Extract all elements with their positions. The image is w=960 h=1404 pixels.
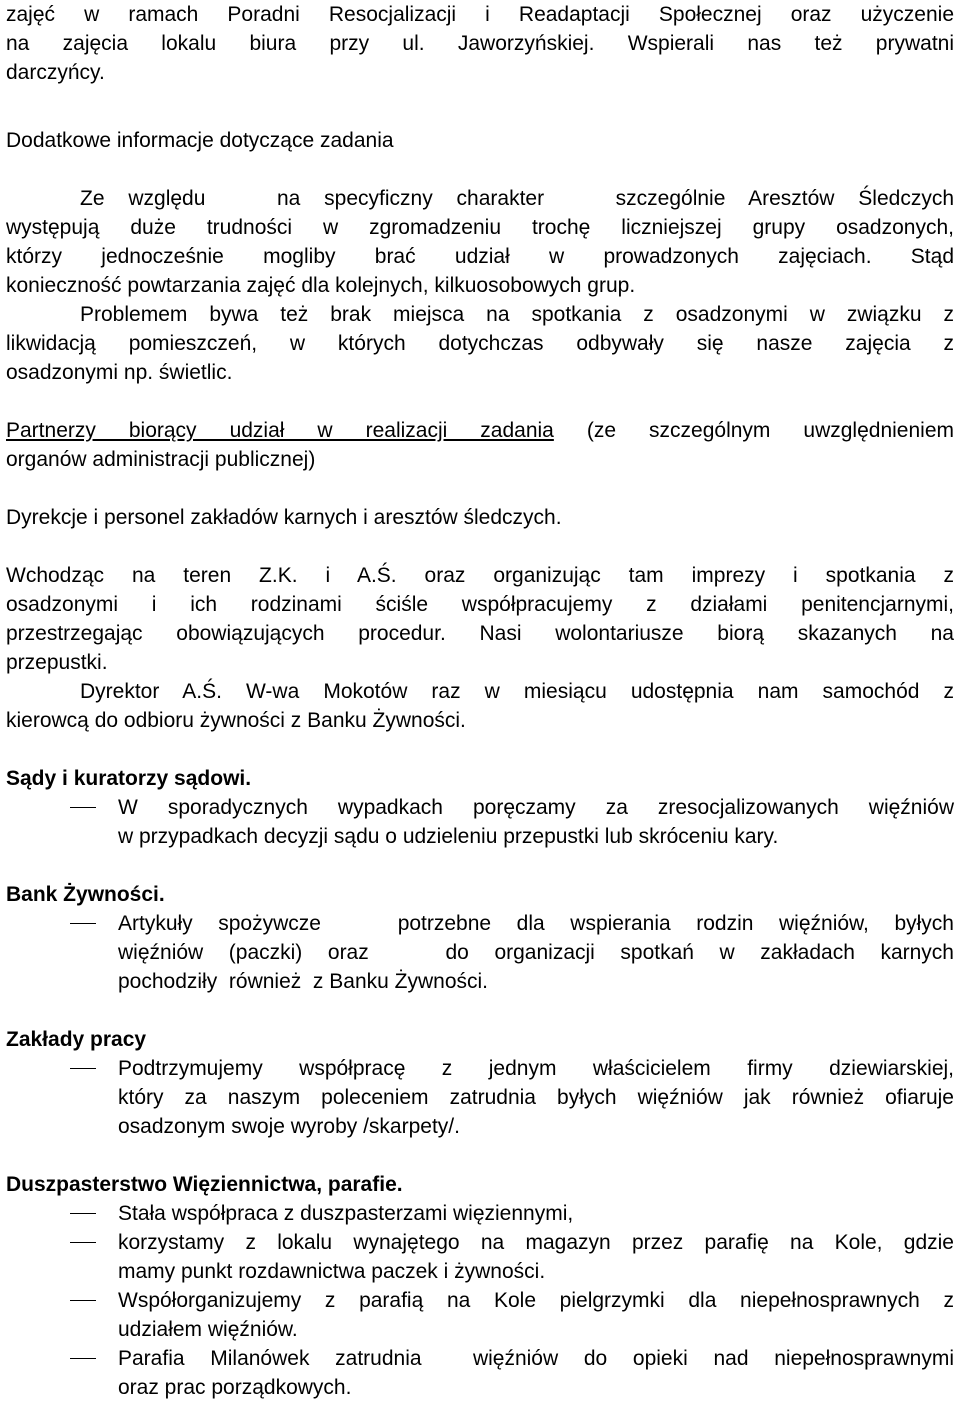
food-bank-item-line-3: pochodziły również z Banku Żywności. (118, 970, 488, 993)
chaplaincy-heading: Duszpasterstwo Więziennictwa, parafie. (6, 1173, 403, 1196)
partners-heading-underlined: Partnerzy biorący udział w realizacji zadania (6, 419, 554, 442)
dash-bullet-icon (70, 1068, 96, 1069)
workplaces-item-line-3: osadzonym swoje wyroby /skarpety/. (118, 1115, 460, 1138)
additional-p1-line-4: konieczność powtarzania zajęć dla kolejnych, kilkuosobowych grup. (6, 274, 636, 297)
dash-bullet-icon (70, 923, 96, 924)
dash-bullet-icon (70, 1358, 96, 1359)
additional-p2-line-3: osadzonymi np. świetlic. (6, 361, 233, 384)
additional-info-heading: Dodatkowe informacje dotyczące zadania (6, 129, 394, 152)
chaplaincy-item-4-line-1: Parafia Milanówek zatrudnia więźniów do opieki nad niepełnosprawnymi (118, 1347, 954, 1370)
food-bank-item-line-2: więźniów (paczki) oraz do organizacji spotkań w zakładach karnych (118, 941, 954, 964)
additional-p1-line-1: Ze względu na specyficzny charakter szczególnie Aresztów Śledczych (80, 187, 954, 210)
courts-heading: Sądy i kuratorzy sądowi. (6, 767, 252, 790)
partners-p2-line-2: osadzonymi i ich rodzinami ściśle współpracujemy z działami penitencjarnymi, (6, 593, 954, 616)
dash-bullet-icon (70, 1300, 96, 1301)
partners-heading-rest: (ze szczególnym uwzględnieniem (553, 419, 954, 442)
additional-p1-line-3: którzy jednocześnie mogliby brać udział w prowadzonych zajęciach. Stąd (6, 245, 954, 268)
food-bank-heading: Bank Żywności. (6, 883, 165, 906)
dash-bullet-icon (70, 807, 96, 808)
food-bank-item-line-1: Artykuły spożywcze potrzebne dla wspierania rodzin więźniów, byłych (118, 912, 954, 935)
partners-p2-line-4: przepustki. (6, 651, 108, 674)
workplaces-item-line-2: który za naszym poleceniem zatrudnia byłych więźniów jak również ofiaruje (118, 1086, 954, 1109)
chaplaincy-item-4-line-2: oraz prac porządkowych. (118, 1376, 352, 1399)
chaplaincy-item-1-line-1: Stała współpraca z duszpasterzami więziennymi, (118, 1202, 574, 1225)
partners-p2-line-3: przestrzegając obowiązujących procedur. Nasi wolontariusze biorą skazanych na (6, 622, 954, 645)
courts-item-line-2: w przypadkach decyzji sądu o udzieleniu przepustki lub skróceniu kary. (118, 825, 779, 848)
chaplaincy-item-3-line-1: Współorganizujemy z parafią na Kole pielgrzymki dla niepełnosprawnych z (118, 1289, 954, 1312)
intro-line-1: zajęć w ramach Poradni Resocjalizacji i Readaptacji Społecznej oraz użyczenie (6, 3, 954, 26)
workplaces-item-line-1: Podtrzymujemy współpracę z jednym właścicielem firmy dziewiarskiej, (118, 1057, 954, 1080)
workplaces-heading: Zakłady pracy (6, 1028, 147, 1051)
chaplaincy-item-2-line-2: mamy punkt rozdawnictwa paczek i żywności. (118, 1260, 546, 1283)
partners-p1: Dyrekcje i personel zakładów karnych i aresztów śledczych. (6, 506, 562, 529)
additional-p2-line-2: likwidacją pomieszczeń, w których dotychczas odbywały się nasze zajęcia z (6, 332, 954, 355)
partners-heading-line-1 (6, 416, 954, 445)
dash-bullet-icon (70, 1213, 96, 1214)
intro-line-3: darczyńcy. (6, 61, 105, 84)
dash-bullet-icon (70, 1242, 96, 1243)
partners-p3-line-2: kierowcą do odbioru żywności z Banku Żywności. (6, 709, 466, 732)
partners-heading-line-2: organów administracji publicznej) (6, 448, 316, 471)
courts-item-line-1: W sporadycznych wypadkach poręczamy za zresocjalizowanych więźniów (118, 796, 954, 819)
chaplaincy-item-2-line-1: korzystamy z lokalu wynajętego na magazyn przez parafię na Kole, gdzie (118, 1231, 954, 1254)
intro-line-2: na zajęcia lokalu biura przy ul. Jaworzyńskiej. Wspierali nas też prywatni (6, 32, 954, 55)
partners-p2-line-1: Wchodząc na teren Z.K. i A.Ś. oraz organizując tam imprezy i spotkania z (6, 564, 954, 587)
additional-p2-line-1: Problemem bywa też brak miejsca na spotkania z osadzonymi w związku z (80, 303, 954, 326)
additional-p1-line-2: występują duże trudności w zgromadzeniu trochę liczniejszej grupy osadzonych, (6, 216, 954, 239)
partners-p3-line-1: Dyrektor A.Ś. W-wa Mokotów raz w miesiącu udostępnia nam samochód z (80, 680, 954, 703)
chaplaincy-item-3-line-2: udziałem więźniów. (118, 1318, 298, 1341)
